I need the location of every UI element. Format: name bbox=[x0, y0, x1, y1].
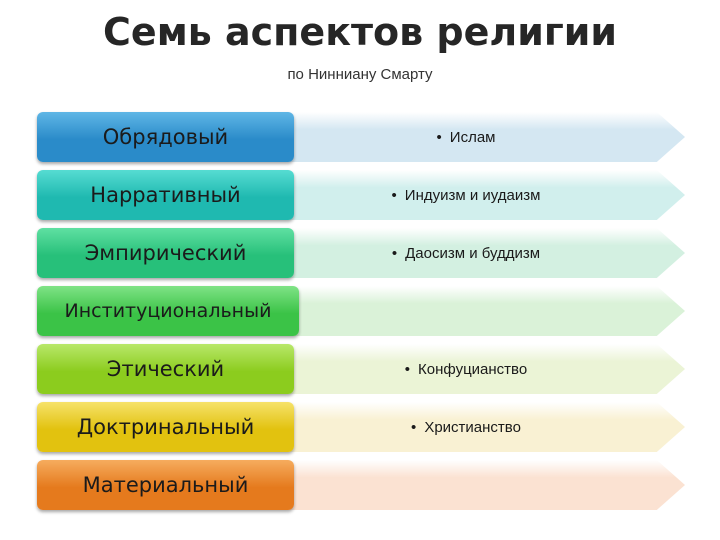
aspect-box: Нарративный bbox=[37, 170, 294, 220]
aspect-row-experiential bbox=[0, 228, 720, 278]
aspect-row-ethical bbox=[0, 344, 720, 394]
aspect-row-ritual bbox=[0, 112, 720, 162]
aspect-box: Доктринальный bbox=[37, 402, 294, 452]
bullet-icon: • bbox=[391, 244, 398, 262]
example-label: Христианство bbox=[424, 418, 521, 436]
page-title: Семь аспектов религии bbox=[103, 10, 617, 54]
aspect-box: Материальный bbox=[37, 460, 294, 510]
aspect-row-doctrinal bbox=[0, 402, 720, 452]
aspect-box: Эмпирический bbox=[37, 228, 294, 278]
example-label: Конфуцианство bbox=[418, 360, 528, 378]
example-label: Даосизм и буддизм bbox=[405, 244, 541, 262]
aspect-box: Этический bbox=[37, 344, 294, 394]
example-arrow bbox=[282, 460, 685, 510]
example-text bbox=[296, 170, 636, 220]
aspect-row-narrative bbox=[0, 170, 720, 220]
bullet-icon: • bbox=[391, 186, 397, 204]
aspect-row-institutional bbox=[0, 286, 720, 336]
example-text bbox=[296, 402, 636, 452]
example-text bbox=[296, 228, 636, 278]
bullet-icon: • bbox=[404, 360, 411, 378]
example-label: Ислам bbox=[449, 128, 496, 146]
example-text bbox=[296, 112, 636, 162]
example-label: Индуизм и иудаизм bbox=[404, 186, 541, 204]
bullet-icon: • bbox=[411, 418, 417, 436]
aspect-box: Институциональный bbox=[37, 286, 299, 336]
aspect-box: Обрядовый bbox=[37, 112, 294, 162]
example-text bbox=[296, 344, 636, 394]
bullet-icon: • bbox=[436, 128, 442, 146]
aspect-row-material bbox=[0, 460, 720, 510]
example-arrow bbox=[282, 286, 685, 336]
page-subtitle: по Нинниану Смарту bbox=[287, 66, 433, 83]
